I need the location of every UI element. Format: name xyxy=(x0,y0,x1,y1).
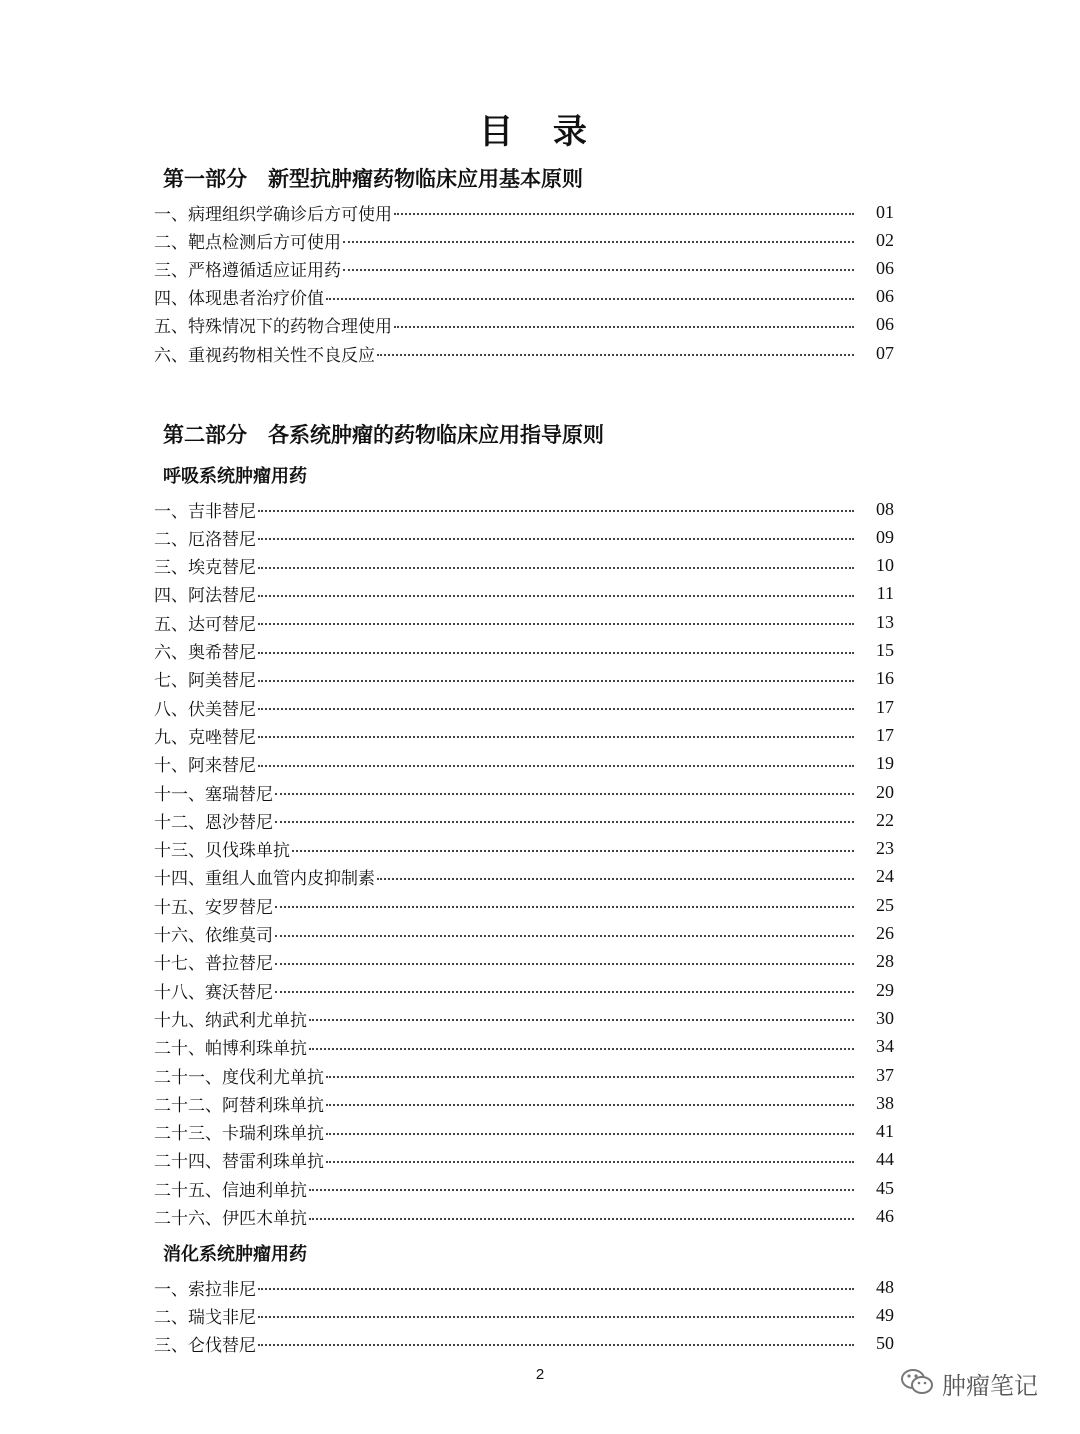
dot-leader xyxy=(309,1218,854,1220)
toc-entry-page: 46 xyxy=(876,1206,894,1226)
toc-entry xyxy=(154,312,894,338)
toc-entry-label: 十三、贝伐珠单抗 xyxy=(154,841,290,862)
toc-entry-page: 10 xyxy=(876,555,894,576)
toc-entry-label: 九、克唑替尼 xyxy=(154,727,256,748)
toc-entry xyxy=(154,638,894,664)
dot-leader xyxy=(258,765,854,767)
toc-entry xyxy=(154,836,894,862)
toc-entry-page: 07 xyxy=(876,342,894,363)
toc-entry xyxy=(154,1119,894,1145)
toc-entry-page: 17 xyxy=(876,696,894,717)
toc-entry-page: 34 xyxy=(876,1036,894,1057)
toc-entry-label: 六、奥希替尼 xyxy=(154,643,256,663)
toc-entry-page: 25 xyxy=(876,894,894,915)
dot-leader xyxy=(309,1048,854,1050)
toc-entry-label: 六、重视药物相关性不良反应 xyxy=(154,345,375,366)
toc-entry-page: 15 xyxy=(876,640,894,660)
page-number: 2 xyxy=(535,1366,545,1383)
toc-entry xyxy=(154,1274,894,1300)
dot-leader xyxy=(326,1133,854,1135)
dot-leader xyxy=(326,1161,854,1163)
toc-entry xyxy=(154,340,894,366)
toc-entry-page: 44 xyxy=(876,1149,894,1170)
toc-entry xyxy=(154,553,894,579)
toc-entry-page: 38 xyxy=(876,1092,894,1113)
toc-entry-page: 37 xyxy=(876,1064,894,1085)
toc-entry-label: 一、吉非替尼 xyxy=(154,501,256,522)
toc-entry xyxy=(154,1062,894,1088)
toc-entry-page: 20 xyxy=(876,781,894,802)
toc-entry xyxy=(154,255,894,281)
dot-leader xyxy=(258,1288,854,1290)
toc-entry xyxy=(154,892,894,918)
dot-leader xyxy=(343,269,854,271)
toc-entry-label: 七、阿美替尼 xyxy=(154,671,256,692)
toc-entry-label: 二、瑞戈非尼 xyxy=(154,1307,256,1328)
toc-entry-label: 十七、普拉替尼 xyxy=(154,954,273,975)
toc-entry-label: 五、特殊情况下的药物合理使用 xyxy=(154,317,392,338)
dot-leader xyxy=(275,935,854,937)
toc-entry xyxy=(154,1175,894,1201)
dot-leader xyxy=(377,354,854,356)
toc-entry-label: 二十一、度伐利尤单抗 xyxy=(154,1067,324,1088)
toc-entry xyxy=(154,694,894,720)
dot-leader xyxy=(258,652,854,654)
toc-entry-label: 十五、安罗替尼 xyxy=(154,897,273,918)
toc-entry-label: 十四、重组人血管内皮抑制素 xyxy=(154,869,375,890)
dot-leader xyxy=(258,680,854,682)
toc-entry-page: 23 xyxy=(876,838,894,859)
dot-leader xyxy=(343,241,854,243)
dot-leader xyxy=(309,1019,854,1021)
dot-leader xyxy=(275,821,854,823)
toc-entry-label: 二、厄洛替尼 xyxy=(154,529,256,550)
toc-entry xyxy=(154,722,894,748)
toc-entry xyxy=(154,864,894,890)
toc-entry xyxy=(154,1204,894,1230)
part1-heading: 第一部分 新型抗肿瘤药物临床应用基本原则 xyxy=(163,167,583,191)
dot-leader xyxy=(394,326,854,328)
toc-entry-page: 01 xyxy=(876,201,894,222)
toc-entry-page: 13 xyxy=(876,611,894,632)
toc-entry-label: 十六、依维莫司 xyxy=(154,926,273,946)
toc-entry-label: 二十三、卡瑞利珠单抗 xyxy=(154,1124,324,1145)
toc-entry-page: 09 xyxy=(876,526,894,547)
toc-entry xyxy=(154,524,894,550)
toc-entry xyxy=(154,581,894,607)
toc-entry-label: 二十六、伊匹木单抗 xyxy=(154,1209,307,1229)
dot-leader xyxy=(275,793,854,795)
toc-entry-page: 06 xyxy=(876,257,894,278)
toc-entry xyxy=(154,284,894,310)
toc-entry-page: 24 xyxy=(876,866,894,887)
toc-entry xyxy=(154,1302,894,1328)
toc-entry-label: 十、阿来替尼 xyxy=(154,756,256,777)
toc-entry-page: 17 xyxy=(876,724,894,745)
toc-entry-page: 49 xyxy=(876,1304,894,1325)
toc-entry-page: 26 xyxy=(876,923,894,943)
toc-entry-label: 十八、赛沃替尼 xyxy=(154,982,273,1003)
toc-entry-label: 十一、塞瑞替尼 xyxy=(154,784,273,805)
dot-leader xyxy=(326,1104,854,1106)
toc-entry-page: 02 xyxy=(876,229,894,250)
toc-entry xyxy=(154,666,894,692)
dot-leader xyxy=(258,1316,854,1318)
toc-entry xyxy=(154,977,894,1003)
dot-leader xyxy=(258,538,854,540)
toc-entry-page: 19 xyxy=(876,753,894,774)
toc-entry xyxy=(154,1330,894,1356)
toc-entry xyxy=(154,807,894,833)
toc-entry xyxy=(154,496,894,522)
toc-entry xyxy=(154,199,894,225)
dot-leader xyxy=(258,1344,854,1346)
dot-leader xyxy=(275,991,854,993)
toc-entry-label: 三、埃克替尼 xyxy=(154,558,256,579)
toc-entry-label: 二十二、阿替利珠单抗 xyxy=(154,1095,324,1116)
watermark-text: 肿瘤笔记 xyxy=(942,1372,1038,1400)
toc-entry-label: 三、仑伐替尼 xyxy=(154,1335,256,1356)
toc-entry-label: 十二、恩沙替尼 xyxy=(154,812,273,833)
respiratory-heading: 呼吸系统肿瘤用药 xyxy=(163,466,307,487)
toc-entry-page: 06 xyxy=(876,314,894,335)
dot-leader xyxy=(258,623,854,625)
dot-leader xyxy=(326,1076,854,1078)
toc-entry-label: 四、阿法替尼 xyxy=(154,586,256,607)
toc-entry xyxy=(154,1034,894,1060)
toc-entry-label: 一、索拉非尼 xyxy=(154,1279,256,1300)
toc-entry-label: 二十四、替雷利珠单抗 xyxy=(154,1152,324,1173)
dot-leader xyxy=(394,213,854,215)
toc-entry-page: 06 xyxy=(876,286,894,307)
dot-leader xyxy=(377,878,854,880)
toc-entry xyxy=(154,1090,894,1116)
toc-entry-label: 十九、纳武利尤单抗 xyxy=(154,1010,307,1031)
toc-entry-page: 22 xyxy=(876,809,894,830)
toc-entry-page: 41 xyxy=(876,1121,894,1142)
toc-entry-page: 11 xyxy=(876,583,894,604)
digestive-heading: 消化系统肿瘤用药 xyxy=(163,1244,307,1265)
watermark xyxy=(900,1366,1038,1401)
toc-title: 目 录 xyxy=(479,112,601,152)
dot-leader xyxy=(326,298,854,300)
toc-entry-label: 八、伏美替尼 xyxy=(154,699,256,720)
toc-entry-page: 29 xyxy=(876,979,894,1000)
dot-leader xyxy=(309,1189,854,1191)
dot-leader xyxy=(258,708,854,710)
dot-leader xyxy=(275,906,854,908)
toc-entry xyxy=(154,921,894,947)
toc-entry xyxy=(154,949,894,975)
toc-entry-label: 五、达可替尼 xyxy=(154,614,256,635)
toc-entry-page: 30 xyxy=(876,1007,894,1028)
toc-entry xyxy=(154,609,894,635)
toc-entry xyxy=(154,779,894,805)
toc-entry-page: 16 xyxy=(876,668,894,689)
toc-entry xyxy=(154,1005,894,1031)
toc-entry-label: 二、靶点检测后方可使用 xyxy=(154,232,341,253)
toc-entry-label: 二十五、信迪利单抗 xyxy=(154,1180,307,1201)
toc-entry xyxy=(154,751,894,777)
toc-entry xyxy=(154,227,894,253)
toc-entry-page: 50 xyxy=(876,1332,894,1353)
toc-entry-page: 48 xyxy=(876,1276,894,1297)
toc-entry-label: 一、病理组织学确诊后方可使用 xyxy=(154,204,392,225)
dot-leader xyxy=(258,595,854,597)
toc-entry xyxy=(154,1147,894,1173)
dot-leader xyxy=(258,736,854,738)
toc-entry-label: 四、体现患者治疗价值 xyxy=(154,289,324,310)
toc-entry-page: 28 xyxy=(876,951,894,972)
dot-leader xyxy=(258,510,854,512)
part2-heading: 第二部分 各系统肿瘤的药物临床应用指导原则 xyxy=(163,423,604,447)
dot-leader xyxy=(275,963,854,965)
toc-entry-page: 08 xyxy=(876,498,894,519)
toc-entry-page: 45 xyxy=(876,1177,894,1198)
dot-leader xyxy=(258,567,854,569)
toc-entry-label: 二十、帕博利珠单抗 xyxy=(154,1039,307,1060)
wechat-icon xyxy=(900,1367,934,1401)
toc-entry-label: 三、严格遵循适应证用药 xyxy=(154,260,341,281)
dot-leader xyxy=(292,850,854,852)
